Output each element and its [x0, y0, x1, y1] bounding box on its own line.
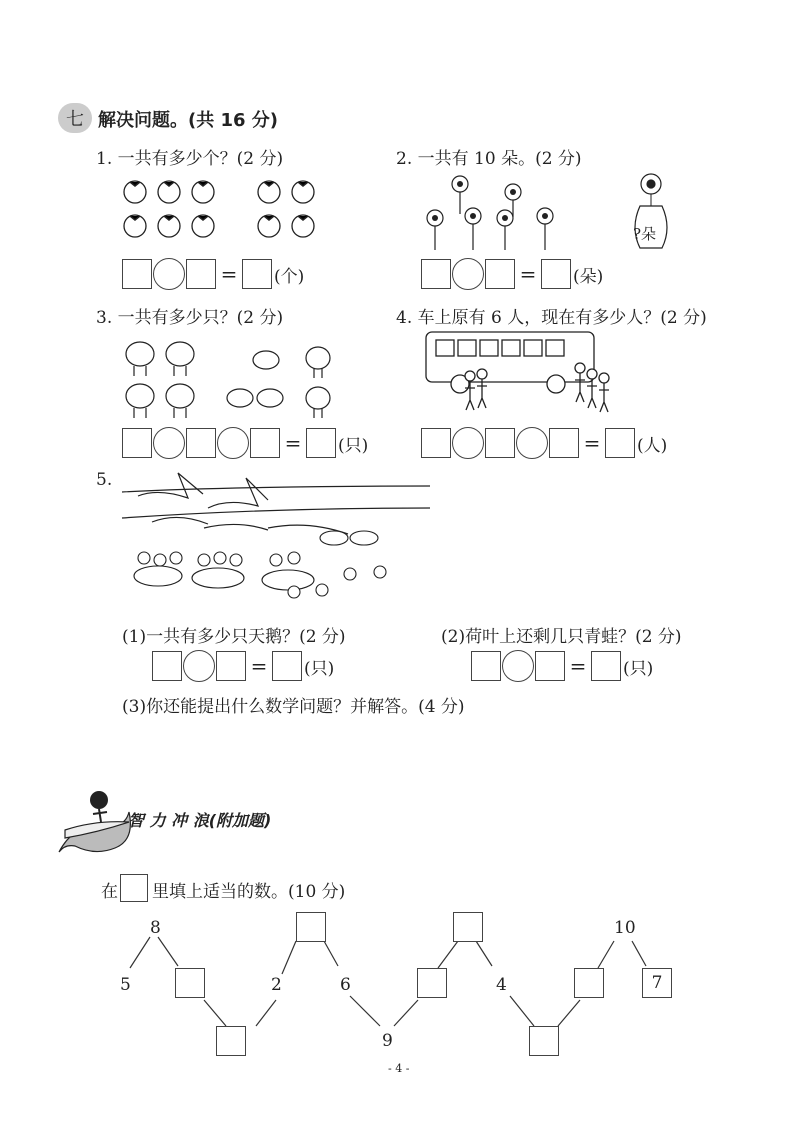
bonus-instr-suffix: 里填上适当的数。(10 分) — [152, 882, 346, 902]
node-2: 2 — [271, 975, 282, 995]
section-number: 七 — [66, 109, 84, 130]
q2-unit: (朵) — [573, 266, 604, 287]
node-5: 5 — [120, 975, 131, 995]
equals-sign: = — [569, 654, 587, 678]
equals-sign: = — [250, 654, 268, 678]
q5-number: 5. — [96, 470, 113, 490]
q5-unit: (只) — [304, 658, 335, 679]
page-number: - 4 - — [388, 1062, 410, 1075]
blank-node-box[interactable] — [417, 968, 447, 998]
q5-unit-2: (只) — [623, 658, 654, 679]
node-7-box: 7 — [642, 968, 672, 998]
q5-sub3: (3)你还能提出什么数学问题？并解答。(4 分) — [122, 697, 465, 717]
blank-node-box[interactable] — [216, 1026, 246, 1056]
blank-node-box[interactable] — [175, 968, 205, 998]
blank-node-box[interactable] — [453, 912, 483, 942]
bonus-instr-prefix: 在 — [101, 882, 118, 902]
equals-sign: = — [519, 262, 537, 286]
node-9: 9 — [382, 1031, 393, 1051]
q2-text: 2. 一共有 10 朵。(2 分) — [396, 149, 582, 169]
equals-sign: = — [284, 431, 302, 455]
node-8: 8 — [150, 918, 161, 938]
q5-sub1: (1)一共有多少只天鹅？(2 分) — [122, 627, 346, 647]
node-4: 4 — [496, 975, 507, 995]
node-10: 10 — [614, 918, 636, 938]
q3-unit: (只) — [338, 435, 369, 456]
q4-text: 4. 车上原有 6 人，现在有多少人？(2 分) — [396, 308, 707, 328]
blank-node-box[interactable] — [296, 912, 326, 942]
equals-sign: = — [583, 431, 601, 455]
q5-sub2: (2)荷叶上还剩几只青蛙？(2 分) — [441, 627, 682, 647]
vase-label: ?朵 — [633, 225, 657, 243]
equals-sign: = — [220, 262, 238, 286]
blank-node-box[interactable] — [529, 1026, 559, 1056]
q3-text: 3. 一共有多少只？(2 分) — [96, 308, 284, 328]
q1-unit: (个) — [274, 266, 305, 287]
node-6: 6 — [340, 975, 351, 995]
blank-node-box[interactable] — [574, 968, 604, 998]
bonus-title: 智 力 冲 浪(附加题) — [128, 811, 272, 830]
q4-unit: (人) — [637, 435, 668, 456]
q1-text: 1. 一共有多少个？(2 分) — [96, 149, 284, 169]
section-title: 解决问题。(共 16 分) — [98, 110, 279, 131]
